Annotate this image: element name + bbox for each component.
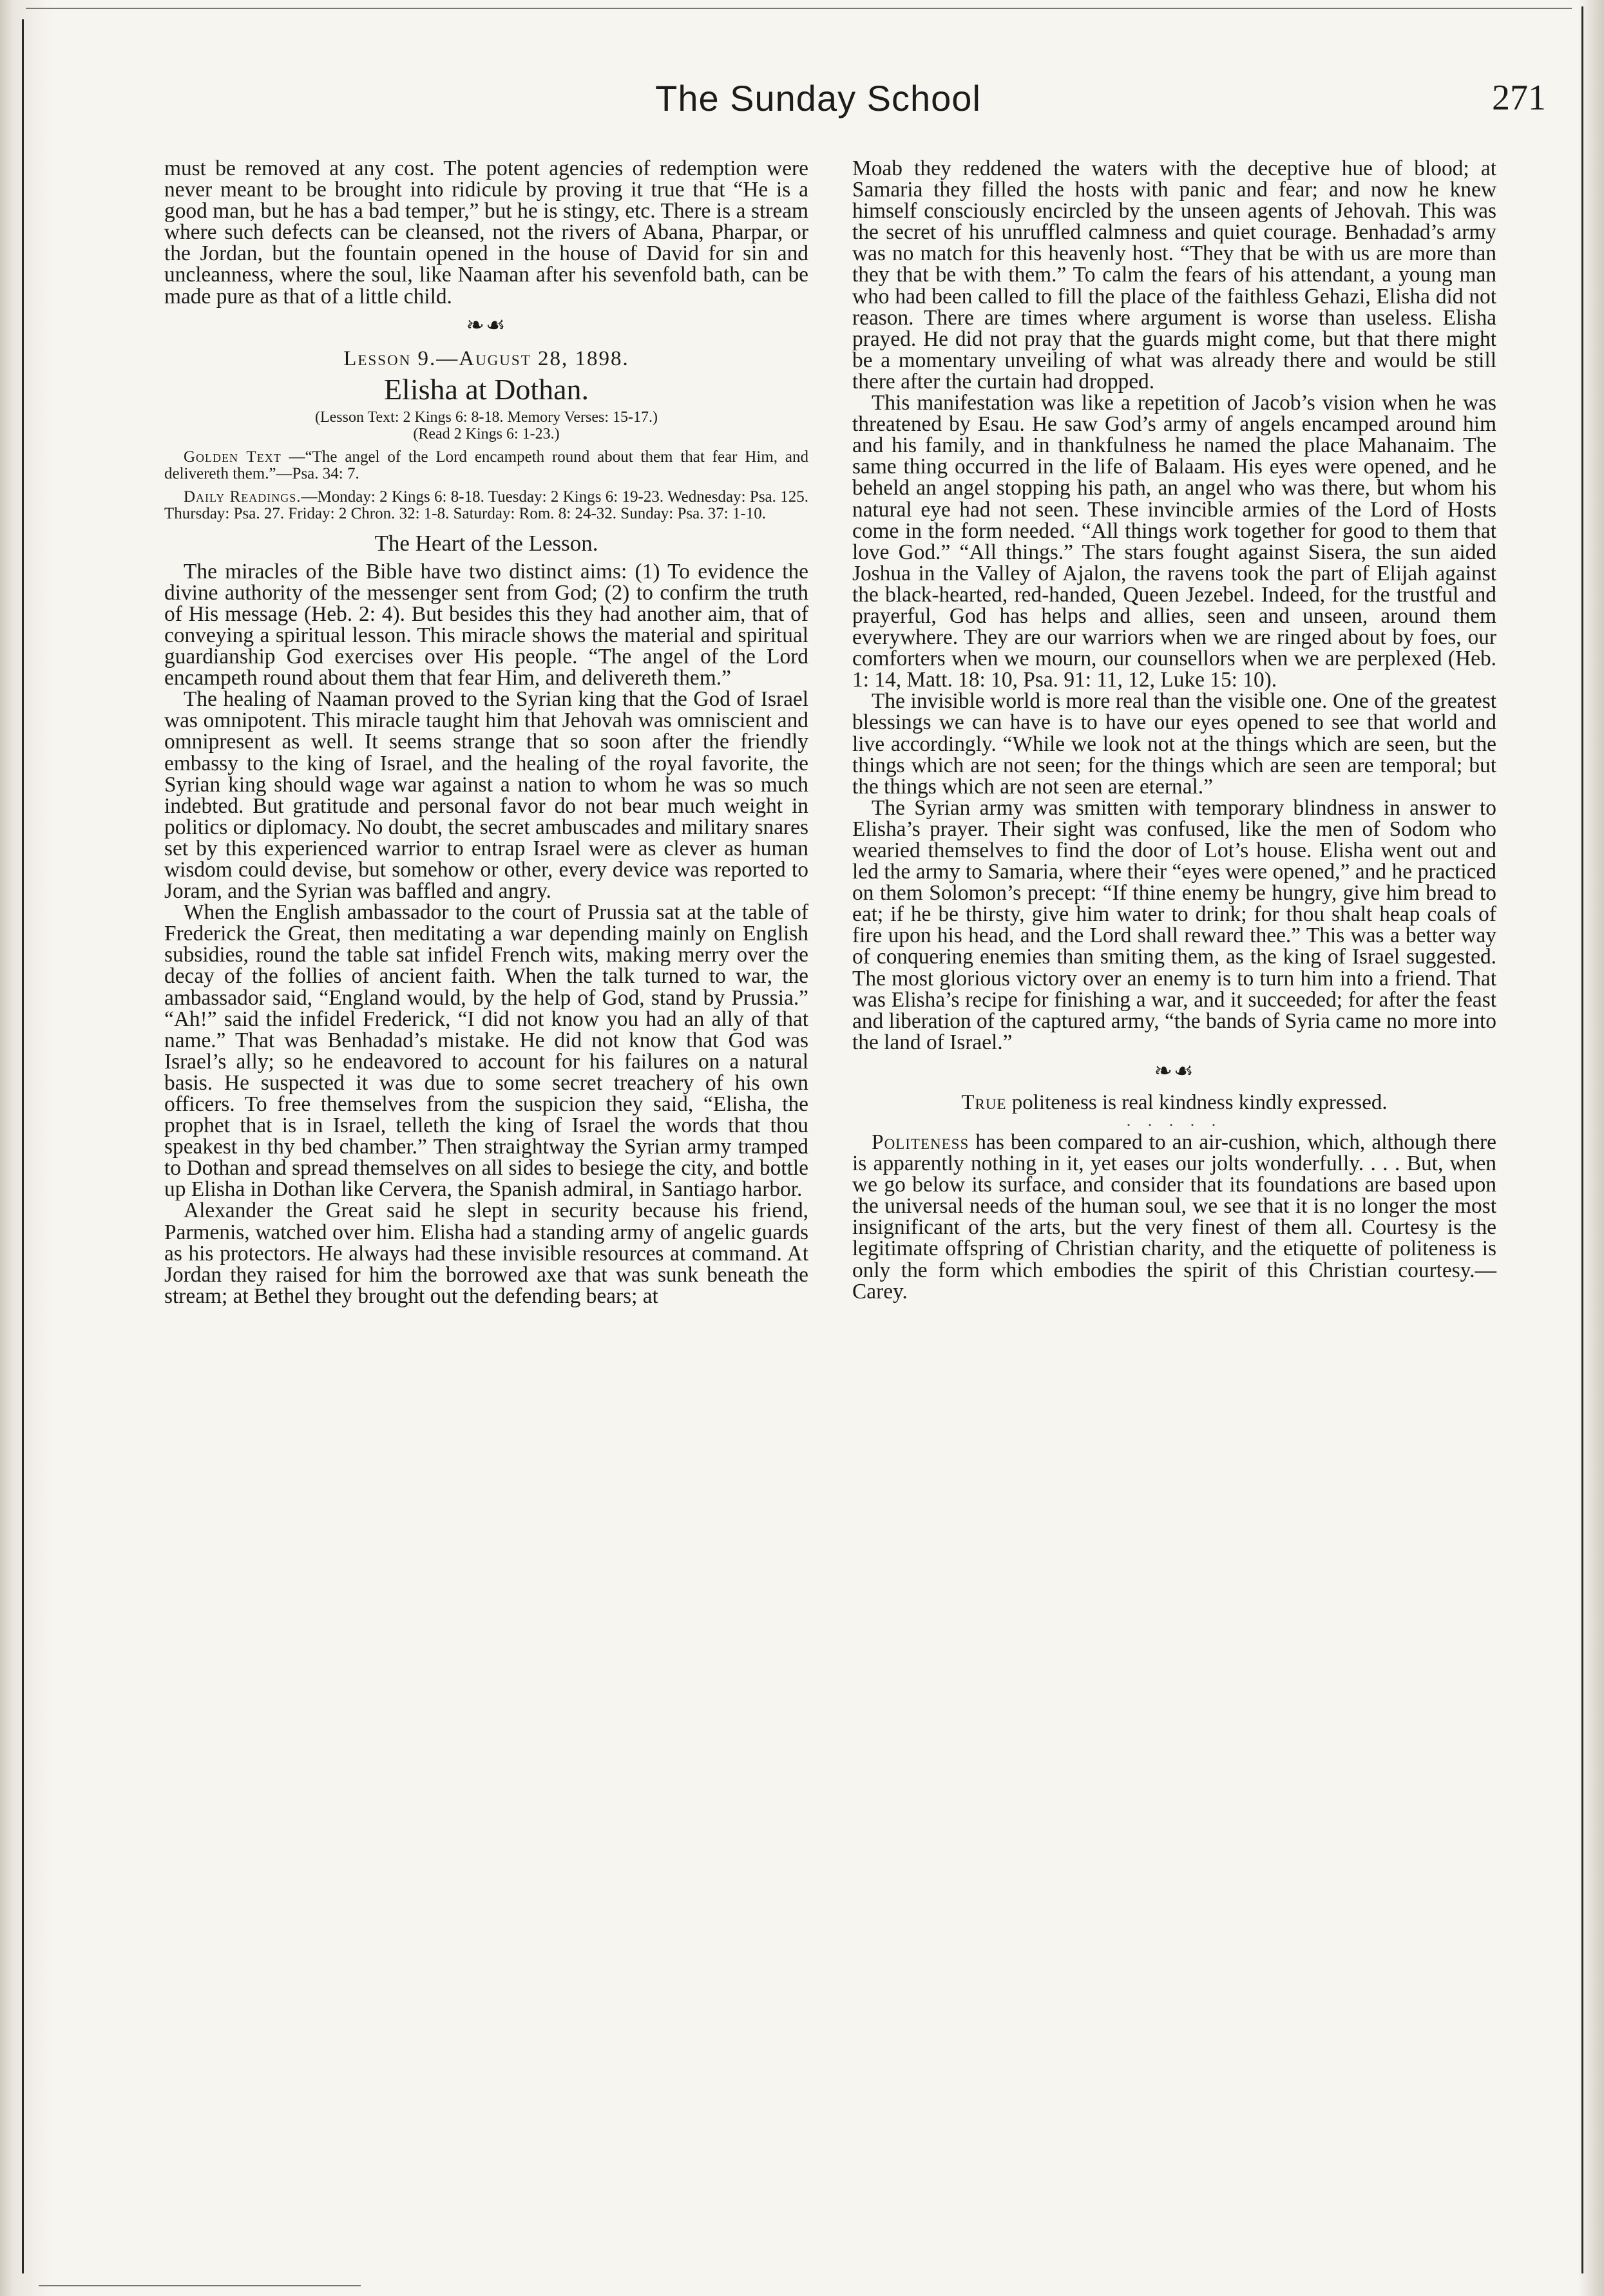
top-rule: [26, 8, 1572, 9]
paragraph-alexander: Alexander the Great said he slept in security because his friend, Parmenis, watched over him. Elisha had a standing army of angelic guards as his protectors. He always had these invisible resources at command. At Jordan they raised for him the borrowed axe that was sunk beneath the stream; at Bethel they brought out the defending bears; at: [164, 1199, 808, 1308]
bottom-rule: [39, 2285, 361, 2286]
politeness-caps: Politeness: [872, 1130, 969, 1154]
paragraph-moab: Moab they reddened the waters with the deceptive hue of blood; at Samaria they filled the hosts with panic and fear; and now he knew himself consciously encircled by the unseen agents of Jehovah. This was the secret of his unruffled calmness and quiet courage. Benhadad’s army was no match for this heavenly host. “They that be with us are more than they that be with them.” To calm the fears of his attendant, a young man who had been called to fill the place of the faithless Gehazi, Elisha did not reason. There are times where argument is worse than useless. Elisha prayed. He did not pray that the guards might come, but that there might be a momentary unveiling of what was already there and would be still there after the curtain had dropped.: [852, 157, 1496, 394]
daily-readings-label: Daily Readings.: [184, 488, 301, 506]
daily-readings: [164, 489, 808, 522]
ornament-divider-icon: ❧☙: [466, 313, 507, 337]
paragraph-jacob: This manifestation was like a repetition of Jacob’s vision when he was threatened by Esau. He saw God’s army of angels encamped around him and his family, and in thankfulness he named the place Mahanaim. The same thing occurred in the life of Balaam. His eyes were opened, and he beheld an angel stopping his path, an angel who was there, but whom his natural eye had not seen. These invincible armies of the Lord of Hosts come in the form needed. “All things work together for good to them that love God.” “All things.” The stars fought against Sisera, the sun aided Joshua in the Valley of Ajalon, the ravens took the part of Elijah against the black-hearted, red-handed, Queen Jezebel. Indeed, for the trustful and prayerful, God has helps and allies, seen and unseen, around them everywhere. They are our warriors when we are ringed about by foes, our comforters when we mourn, our counsellors when we are perplexed (Heb. 1: 14, Matt. 18: 10, Psa. 91: 11, 12, Luke 15: 10).: [852, 391, 1496, 692]
section-heading: The Heart of the Lesson.: [374, 530, 598, 556]
scan-edge-left: [0, 0, 52, 2296]
intro-paragraph: must be removed at any cost. The potent agencies of redemption were never meant to be brought into ridicule by proving it true that “He is a good man, but he has a bad temper,” but he is stingy, etc. There is a stream where such defects can be cleansed, not the rivers of Abana, Pharpar, or the Jordan, but the fountain opened in the house of David for sin and uncleanness, where the soul, like Naaman after his sevenfold bath, can be made pure as that of a little child.: [164, 157, 808, 308]
page-number: 271: [1492, 78, 1546, 118]
paragraph-ambassador: When the English ambassador to the court of Prussia sat at the table of Frederick the Great, then meditating a war depending mainly on English subsidies, round the table sat infidel French wits, making merry over the decay of the follies of ancient faith. When the talk turned to war, the ambassador said, “England would, by the help of God, stand by Prussia.” “Ah!” said the infidel Frederick, “I did not know you had an ally of that name.” That was Benhadad’s mistake. He did not know that God was Israel’s ally; so he endeavored to account for his failures on a natural basis. He suspected it was due to some secret treachery of his own officers. To free themselves from the suspicion they said, “Elisha, the prophet that is in Israel, telleth the king of Israel the words that thou speakest in thy bed chamber.” Then straightway the Syrian army tramped to Dothan and spread themselves on all sides to besiege the city, and bottle up Elisha in Dothan like Cervera, the Spanish admiral, in Santiago harbor.: [164, 900, 808, 1202]
ornament-divider-icon: ❧☙: [1154, 1059, 1195, 1083]
golden-text-body: —“The angel of the Lord encampeth round about them that fear Him, and delivereth them.”—Psa. 34: 7.: [164, 448, 808, 482]
true-politeness-caps: True: [961, 1090, 1007, 1114]
golden-text: [164, 449, 808, 482]
dot-divider: . . . . .: [1126, 1110, 1223, 1130]
paragraph-invisible-world: The invisible world is more real than the visible one. One of the greatest blessings we can have is to have our eyes opened to see that world and live accordingly. “While we look not at the things which are seen, but the things which are not seen; for the things which are seen are temporal; but the things which are not seen are eternal.”: [852, 689, 1496, 799]
paragraph-naaman: The healing of Naaman proved to the Syrian king that the God of Israel was omnipotent. This miracle taught him that Jehovah was omniscient and omnipresent as well. It seems strange that so soon after the friendly embassy to the king of Israel, and the healing of the royal favorite, the Syrian king should wage war against a nation to whom he was so much indebted. But gratitude and personal favor do not bear much weight in politics or diplomacy. No doubt, the secret ambuscades and military snares set by this experienced warrior to entrap Israel were as clever as human wisdom could devise, but somehow or other, every device was reported to Joram, and the Syrian was baffled and angry.: [164, 687, 808, 904]
golden-text-label: Golden Text: [184, 448, 282, 466]
paragraph-syrian-army: The Syrian army was smitten with temporary blindness in answer to Elisha’s prayer. Their sight was confused, like the men of Sodom who wearied themselves to find the door of Lot’s house. Elisha went out and led the army to Samaria, where their “eyes were opened,” and he practiced on them Solomon’s precept: “If thine enemy be hungry, give him bread to eat; if he be thirsty, give him water to drink; for thou shalt heap coals of fire upon his head, and the Lord shall reward thee.” This was a better way of conquering enemies than smiting them, as the king of Israel suggested. The most glorious victory over an enemy is to turn him into a friend. That was Elisha’s recipe for finishing a war, and it succeeded; for after the feast and liberation of the captured army, “the bands of Syria came no more into the land of Israel.”: [852, 795, 1496, 1054]
lesson-number: Lesson 9.—August 28, 1898.: [343, 346, 629, 370]
paragraph-aims: The miracles of the Bible have two distinct aims: (1) To evidence the divine authority of the messenger sent from God; (2) to confirm the truth of His message (Heb. 2: 4). But besides this they had another aim, that of conveying a spiritual lesson. This miracle shows the material and spiritual guardianship God exercises over His people. “The angel of the Lord encampeth round about them that fear Him, and delivereth them.”: [164, 559, 808, 690]
true-politeness-line: [852, 1092, 1496, 1114]
true-politeness-text: politeness is real kindness kindly expressed.: [1006, 1090, 1388, 1114]
read-reference: (Read 2 Kings 6: 1-23.): [413, 425, 560, 442]
lesson-text-reference: (Lesson Text: 2 Kings 6: 8-18. Memory Verses: 15-17.): [314, 408, 658, 426]
lesson-title: Elisha at Dothan.: [383, 372, 589, 406]
right-border-rule: [1581, 6, 1583, 2273]
politeness-text: has been compared to an air-cushion, which, although there is apparently nothing in it, yet eases our jolts wonderfully. . . . But, when we go below its surface, and consider that its foundations are based upon the universal needs of the human soul, we see that it is no longer the most insignificant of the arts, but the very finest of them all. Courtesy is the legitimate offspring of Christian charity, and the etiquette of politeness is only the form which embodies the spirit of this Christian courtesy.—Carey.: [852, 1130, 1496, 1304]
left-column: [164, 158, 808, 1307]
left-border-rule: [22, 19, 24, 2273]
paragraph-politeness: [852, 1132, 1496, 1302]
running-head: The Sunday School: [655, 78, 981, 119]
daily-readings-body: —Monday: 2 Kings 6: 8-18. Tuesday: 2 Kings 6: 19-23. Wednesday: Psa. 125. Thursday: Psa. 27. Friday: 2 Chron. 32: 1-8. Saturday: Rom. 8: 24-32. Sunday: Psa. 37: 1-10.: [164, 488, 808, 522]
right-column: [852, 158, 1496, 1302]
